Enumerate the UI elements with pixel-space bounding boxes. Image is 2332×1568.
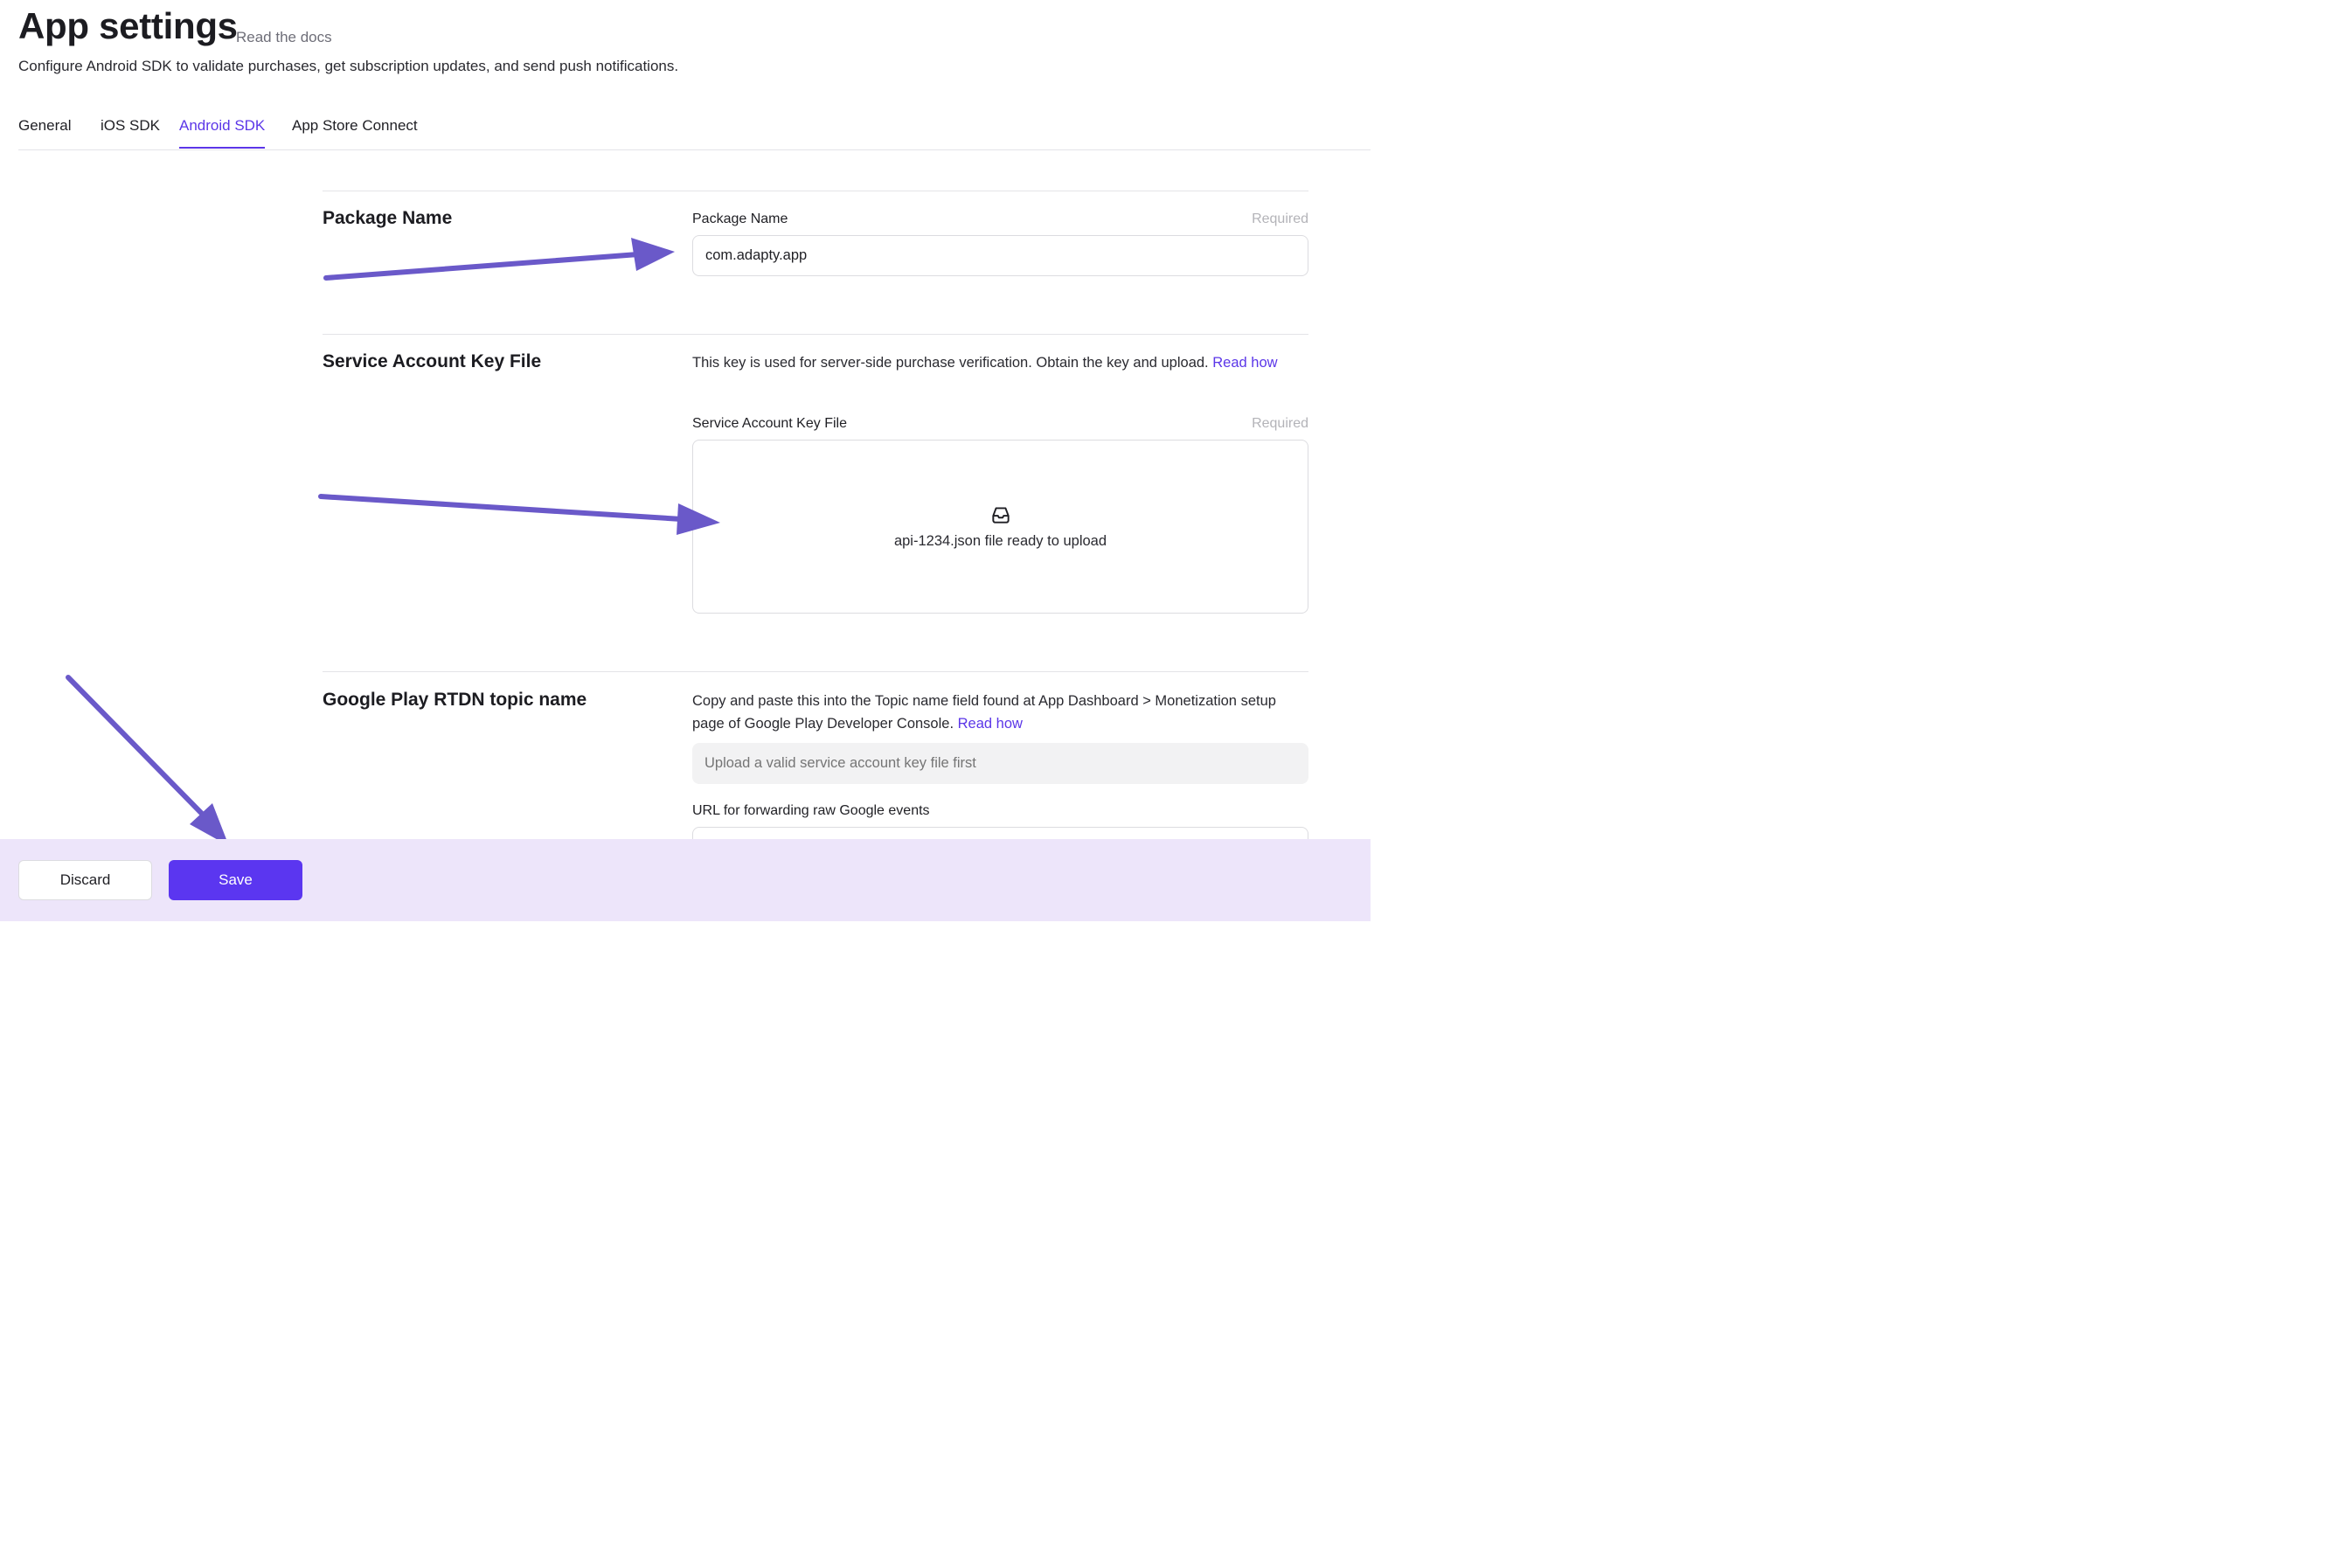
rtdn-read-how-link[interactable]: Read how bbox=[957, 716, 1023, 732]
service-key-help-description: This key is used for server-side purchase verification. Obtain the key and upload. bbox=[692, 355, 1209, 371]
service-key-help-text bbox=[692, 351, 1308, 374]
service-key-required: Required bbox=[1252, 416, 1308, 431]
package-name-required: Required bbox=[1252, 212, 1308, 226]
arrow-to-package-name bbox=[326, 238, 675, 278]
arrow-to-upload-box bbox=[321, 496, 720, 535]
tab-app-store-connect[interactable]: App Store Connect bbox=[292, 117, 418, 134]
forward-url-label: URL for forwarding raw Google events bbox=[692, 803, 930, 818]
settings-tabs bbox=[18, 107, 1371, 150]
service-key-section-title: Service Account Key File bbox=[323, 351, 542, 371]
rtdn-help-text bbox=[692, 690, 1308, 735]
package-name-label: Package Name bbox=[692, 212, 788, 226]
rtdn-topic-input bbox=[692, 743, 1308, 784]
discard-button[interactable]: Discard bbox=[18, 860, 152, 900]
package-name-section-title: Package Name bbox=[323, 208, 453, 228]
page-title: App settings bbox=[18, 5, 238, 46]
section-divider bbox=[323, 671, 1308, 672]
upload-status-text: api-1234.json file ready to upload bbox=[893, 533, 1107, 549]
package-name-input[interactable] bbox=[692, 235, 1308, 276]
action-bar bbox=[0, 839, 1371, 921]
section-divider bbox=[323, 334, 1308, 335]
page-subtitle: Configure Android SDK to validate purchases, get subscription updates, and send push notifications. bbox=[18, 58, 679, 74]
save-button[interactable]: Save bbox=[169, 860, 302, 900]
tab-general[interactable]: General bbox=[18, 117, 72, 134]
rtdn-section-title: Google Play RTDN topic name bbox=[323, 690, 587, 710]
service-key-label: Service Account Key File bbox=[692, 416, 847, 431]
inbox-icon bbox=[989, 503, 1012, 526]
service-key-upload-dropzone[interactable] bbox=[692, 440, 1308, 614]
tab-ios-sdk[interactable]: iOS SDK bbox=[101, 117, 161, 134]
read-docs-link[interactable]: Read the docs bbox=[236, 29, 332, 45]
service-key-read-how-link[interactable]: Read how bbox=[1212, 355, 1278, 371]
arrow-to-save-button bbox=[68, 677, 229, 846]
tab-android-sdk[interactable]: Android SDK bbox=[179, 117, 265, 149]
rtdn-help-description: Copy and paste this into the Topic name field found at App Dashboard > Monetization setup page of Google Play Developer Console. bbox=[692, 693, 1276, 732]
